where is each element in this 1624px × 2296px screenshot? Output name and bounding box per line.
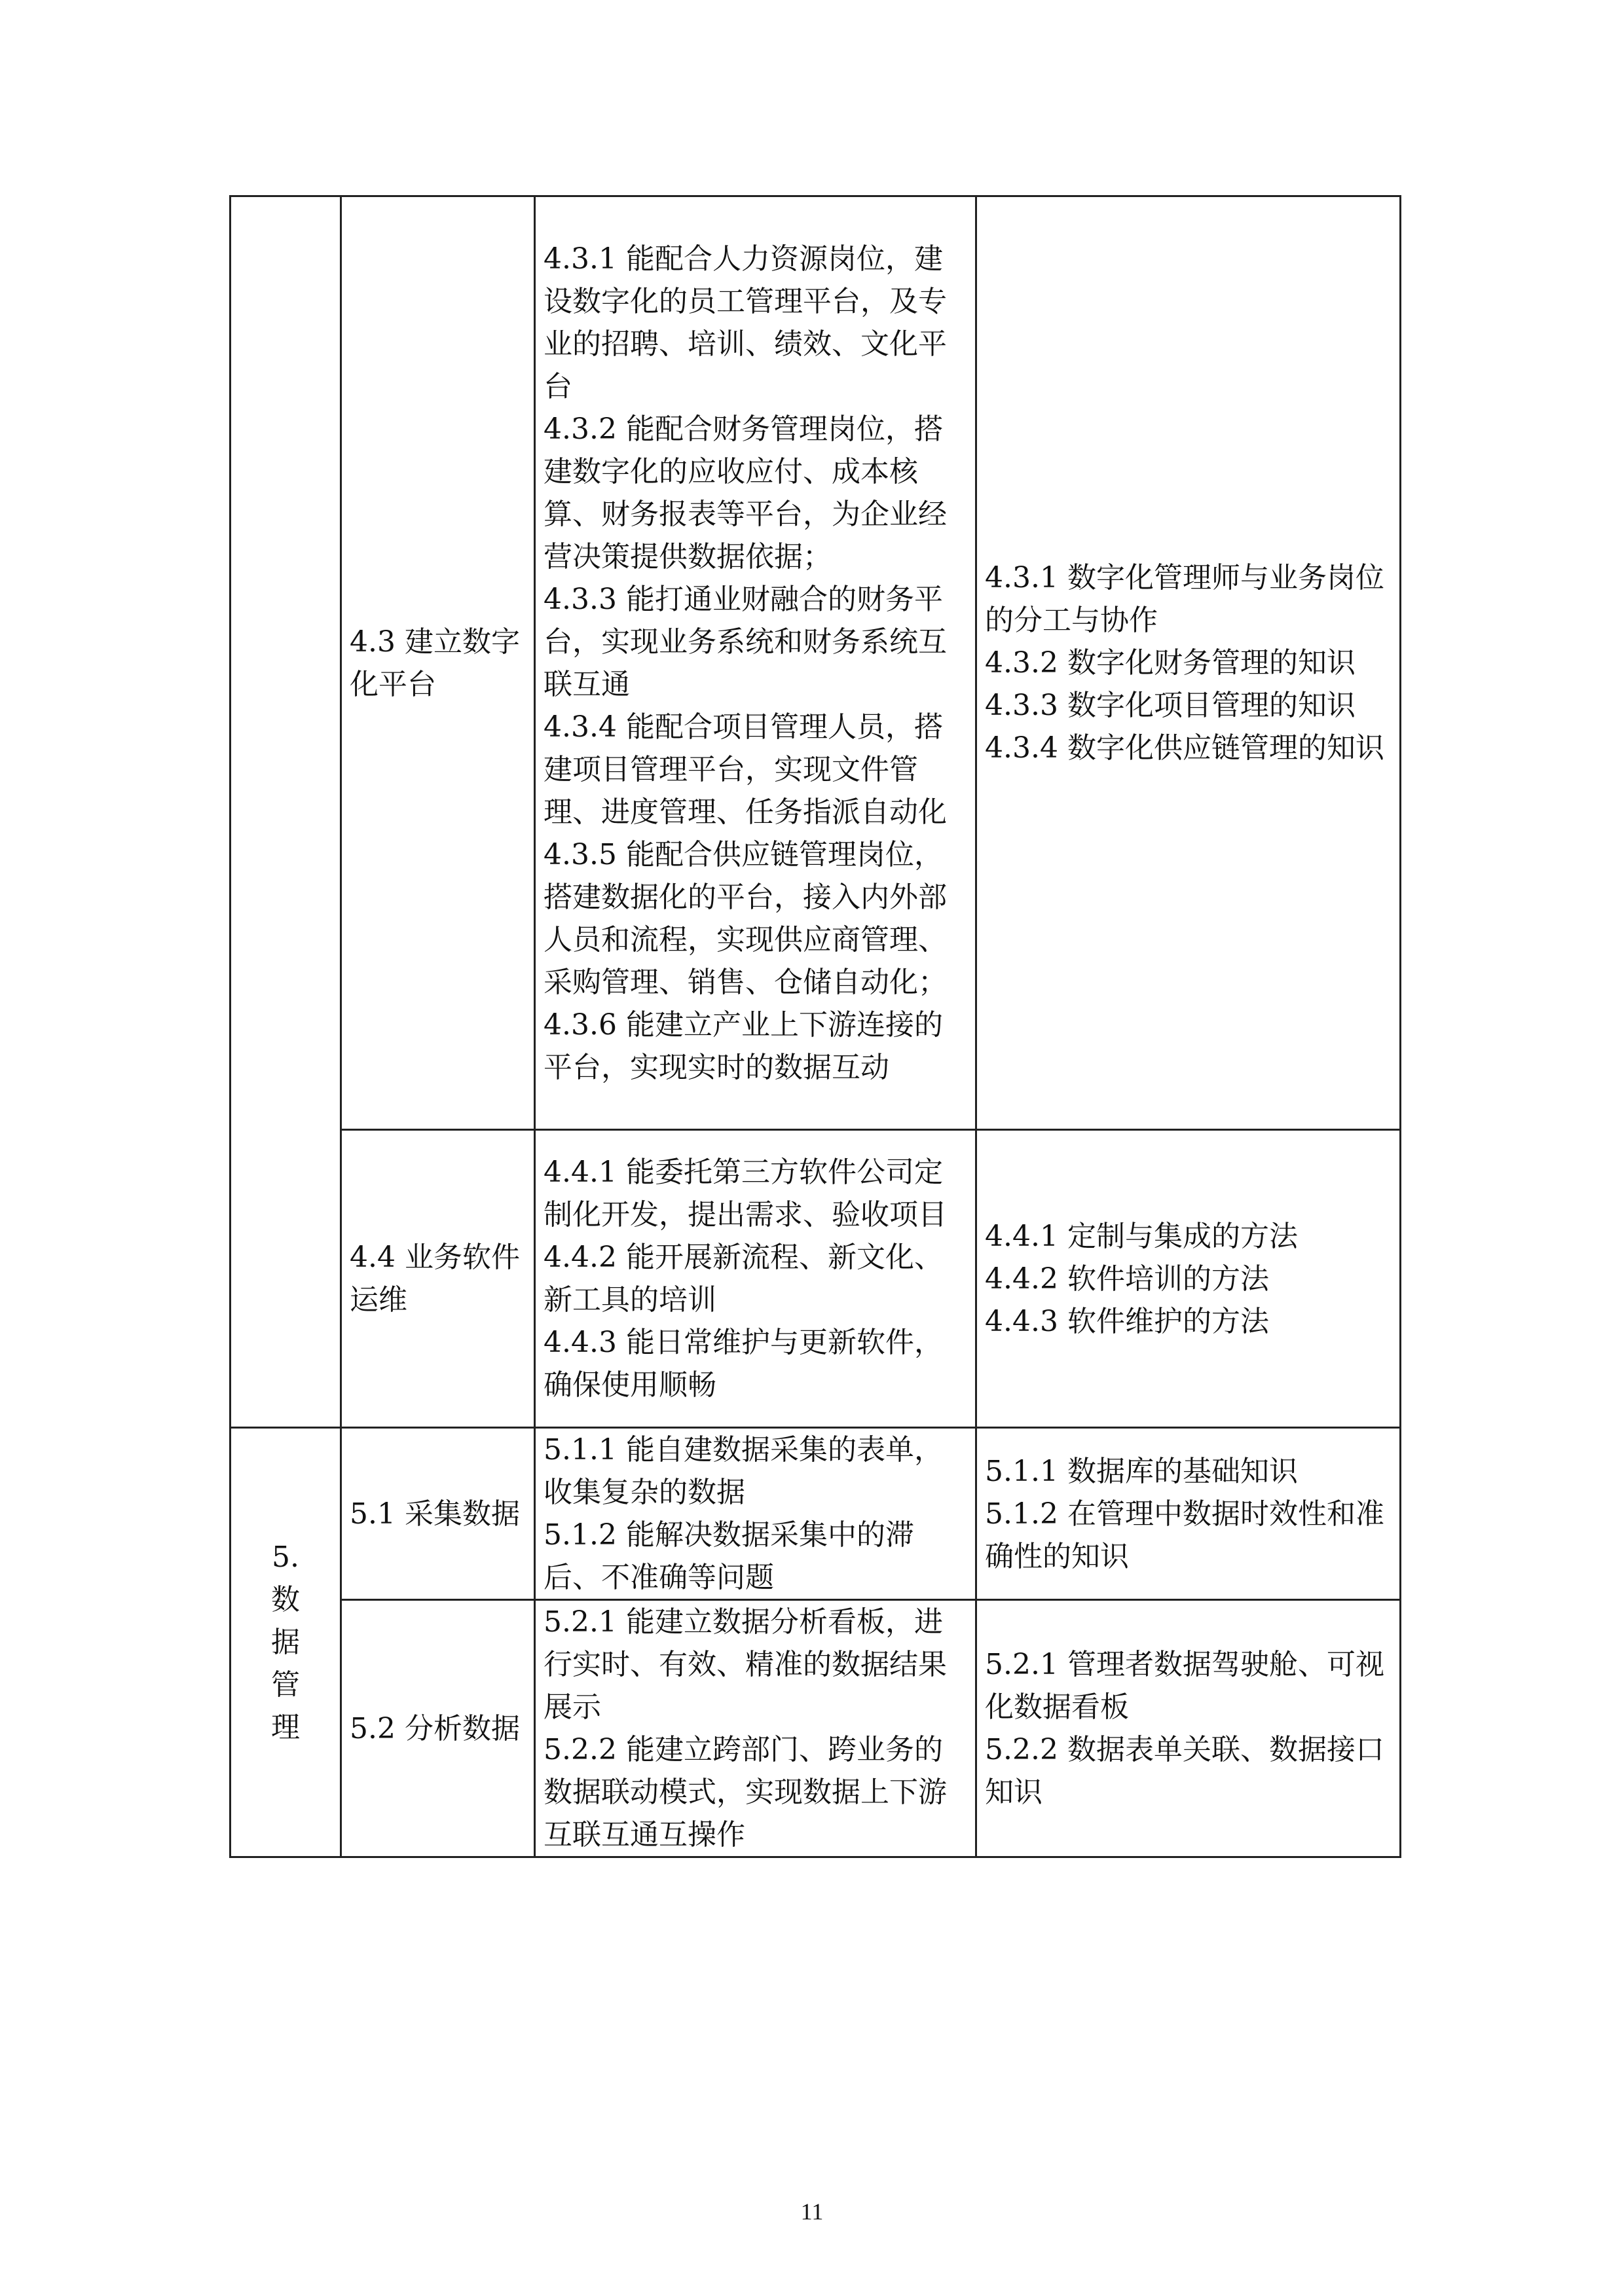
category-line: 管: [271, 1668, 300, 1702]
competency-table: [229, 195, 1401, 1858]
knowledge-cell: [976, 1130, 1401, 1428]
knowledge-cell: [976, 1600, 1401, 1857]
category-line: 5.: [272, 1540, 299, 1574]
category-cell: [231, 1428, 341, 1857]
page-number: 11: [800, 2198, 824, 2225]
knowledge-line: 4.3.1 数字化管理师与业务岗位的分工与协作: [985, 561, 1384, 637]
category-line: 理: [271, 1711, 300, 1744]
skills-cell: [535, 196, 976, 1130]
table-row: [231, 196, 1401, 1130]
skill-line: 5.2.2 能建立跨部门、跨业务的数据联动模式，实现数据上下游互联互通互操作: [544, 1733, 947, 1851]
skill-line: 5.1.2 能解决数据采集中的滞后、不准确等问题: [544, 1518, 914, 1594]
table-row: [231, 1428, 1401, 1600]
knowledge-cell: [976, 1428, 1401, 1600]
skill-line: 4.3.1 能配合人力资源岗位，建设数字化的员工管理平台，及专业的招聘、培训、绩效、文化平台: [544, 242, 947, 403]
skill-line: 4.4.2 能开展新流程、新文化、新工具的培训: [544, 1241, 943, 1317]
knowledge-line: 4.3.4 数字化供应链管理的知识: [985, 731, 1384, 765]
knowledge-line: 4.4.1 定制与集成的方法: [985, 1219, 1298, 1253]
skill-line: 4.4.3 能日常维护与更新软件，确保使用顺畅: [544, 1326, 943, 1402]
skill-line: 4.3.3 能打通业财融合的财务平台，实现业务系统和财务系统互联互通: [544, 582, 947, 701]
knowledge-line: 5.1.2 在管理中数据时效性和准确性的知识: [985, 1497, 1384, 1573]
skill-line: 4.3.6 能建立产业上下游连接的平台，实现实时的数据互动: [544, 1008, 943, 1084]
category-cell-continued: [231, 196, 341, 1428]
skill-line: 4.4.1 能委托第三方软件公司定制化开发，提出需求、验收项目: [544, 1156, 947, 1231]
skill-line: 4.3.2 能配合财务管理岗位，搭建数字化的应收应付、成本核算、财务报表等平台，为企业经营决策提供数据依据；: [544, 412, 947, 574]
skills-cell: [535, 1600, 976, 1857]
skills-cell: [535, 1428, 976, 1600]
skills-cell: [535, 1130, 976, 1428]
item-cell: 5.2 分析数据: [341, 1600, 535, 1857]
knowledge-cell: [976, 196, 1401, 1130]
item-cell: 5.1 采集数据: [341, 1428, 535, 1600]
item-cell: 4.3 建立数字化平台: [341, 196, 535, 1130]
knowledge-line: 4.4.3 软件维护的方法: [985, 1304, 1269, 1338]
knowledge-line: 5.2.1 管理者数据驾驶舱、可视化数据看板: [985, 1648, 1384, 1724]
knowledge-line: 4.3.3 数字化项目管理的知识: [985, 689, 1356, 722]
item-cell: 4.4 业务软件运维: [341, 1130, 535, 1428]
knowledge-line: 4.4.2 软件培训的方法: [985, 1262, 1269, 1296]
knowledge-line: 4.3.2 数字化财务管理的知识: [985, 646, 1356, 680]
table-row: [231, 1600, 1401, 1857]
table-row: [231, 1130, 1401, 1428]
knowledge-line: 5.1.1 数据库的基础知识: [985, 1454, 1298, 1488]
category-line: 据: [271, 1626, 300, 1659]
skill-line: 5.2.1 能建立数据分析看板，进行实时、有效、精准的数据结果展示: [544, 1605, 947, 1724]
skill-line: 5.1.1 能自建数据采集的表单，收集复杂的数据: [544, 1433, 943, 1509]
category-line: 数: [271, 1583, 300, 1616]
skill-line: 4.3.4 能配合项目管理人员，搭建项目管理平台，实现文件管理、进度管理、任务指派自动化: [544, 710, 947, 829]
knowledge-line: 5.2.2 数据表单关联、数据接口知识: [985, 1733, 1384, 1809]
skill-line: 4.3.5 能配合供应链管理岗位，搭建数据化的平台，接入内外部人员和流程，实现供应商管理、采购管理、销售、仓储自动化；: [544, 837, 947, 999]
